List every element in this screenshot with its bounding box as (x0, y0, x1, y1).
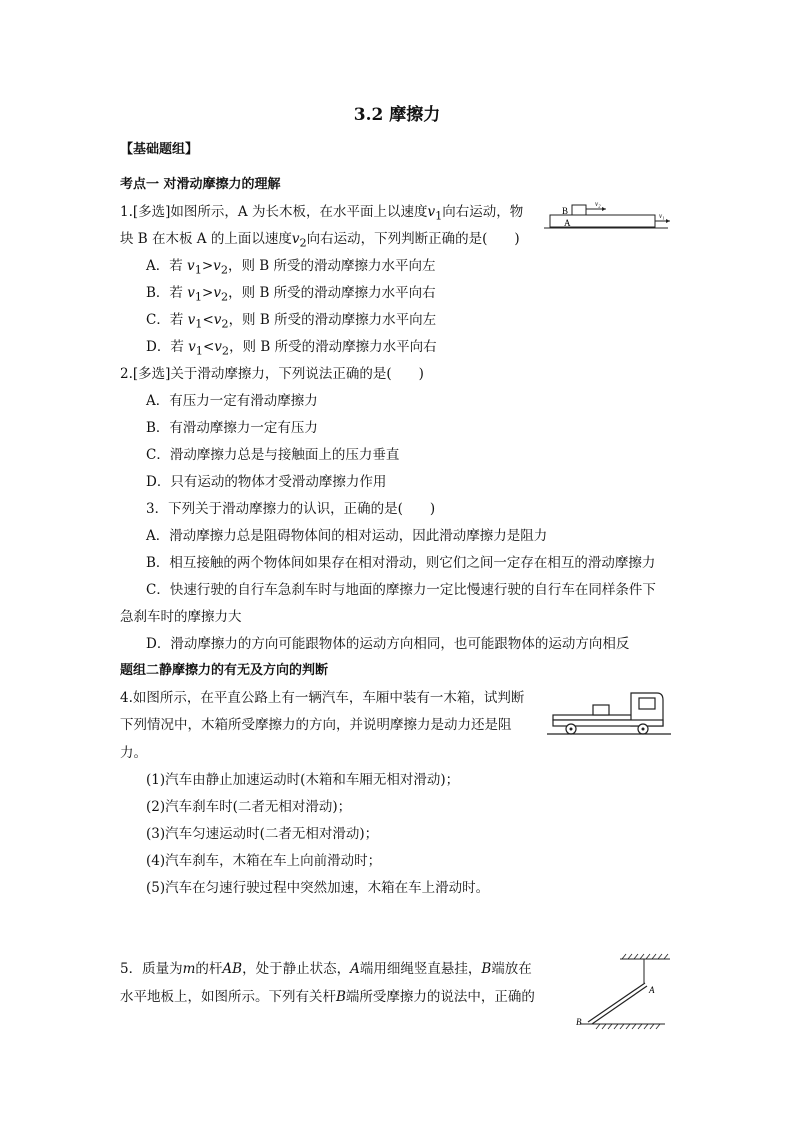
q2-option-d: D．只有运动的物体才受滑动摩擦力作用 (146, 474, 387, 490)
q4-item-1: (1)汽车由静止加速运动时(木箱和车厢无相对滑动)； (146, 772, 460, 788)
rod-label-b: B (576, 1017, 582, 1027)
label-b: B (562, 206, 569, 216)
label-v1: v₁ (659, 212, 665, 220)
q4-item-4: (4)汽车刹车，木箱在车上向前滑动时； (146, 853, 382, 869)
rod-upper-edge (588, 983, 645, 1022)
q1-option-d: D．若 $v_1<v_2$，则 B 所受的滑动摩擦力水平向右 (146, 339, 437, 358)
q1-option-b: B．若 $v_1>v_2$，则 B 所受的滑动摩擦力水平向右 (146, 285, 436, 304)
q3-option-c-line1: C．快速行驶的自行车急刹车时与地面的摩擦力一定比慢速行驶的自行车在同样条件下 (146, 582, 656, 598)
v1-arrowhead (666, 219, 670, 223)
cab-window (639, 698, 655, 709)
q4-item-3: (3)汽车匀速运动时(二者无相对滑动)； (146, 826, 379, 842)
rear-hub (570, 728, 573, 731)
q5-rod-figure (565, 950, 675, 1032)
q4-item-5: (5)汽车在匀速行驶过程中突然加速，木箱在车上滑动时。 (146, 880, 490, 896)
q4-truck-figure (545, 688, 675, 744)
page-title: 3.2 摩擦力 (353, 105, 441, 125)
q3-option-d: D．滑动摩擦力的方向可能跟物体的运动方向相同，也可能跟物体的运动方向相反 (146, 636, 630, 652)
q2-option-c: C．滑动摩擦力总是与接触面上的压力垂直 (146, 447, 400, 463)
block-b (572, 205, 586, 215)
q3-stem: 3．下列关于滑动摩擦力的认识，正确的是( ) (146, 501, 436, 517)
q3-option-c-line2: 急刹车时的摩擦力大 (120, 609, 242, 625)
q2-option-b: B．有滑动摩擦力一定有压力 (146, 420, 318, 436)
q4-item-2: (2)汽车刹车时(二者无相对滑动)； (146, 799, 352, 815)
q4-line3: 力。 (120, 745, 147, 761)
q4-line2: 下列情况中，木箱所受摩擦力的方向，并说明摩擦力是动力还是阻 (120, 717, 512, 733)
v2-arrowhead (602, 207, 606, 211)
kp1-heading: 考点一 对滑动摩擦力的理解 (120, 177, 281, 192)
wooden-box (593, 705, 609, 715)
q2-option-a: A．有压力一定有滑动摩擦力 (146, 393, 318, 409)
truck-bed (553, 715, 643, 720)
label-a: A (564, 218, 571, 228)
ceiling-hatching (622, 954, 668, 959)
q1-option-a: A．若 $v_1>v_2$，则 B 所受的滑动摩擦力水平向左 (146, 258, 436, 277)
front-hub (642, 728, 645, 731)
q1-option-c: C．若 $v_1<v_2$，则 B 所受的滑动摩擦力水平向左 (146, 312, 437, 331)
q3-option-a: A．滑动摩擦力总是阻碍物体间的相对运动，因此滑动摩擦力是阻力 (146, 528, 548, 544)
q1-line2: 块 B 在木板 A 的上面以速度$v_2$向右运动，下列判断正确的是( ) (120, 231, 520, 250)
q2-stem: 2.[多选]关于滑动摩擦力，下列说法正确的是( ) (120, 366, 424, 382)
q3-option-b: B．相互接触的两个物体间如果存在相对滑动，则它们之间一定存在相互的滑动摩擦力 (146, 555, 656, 571)
q5-line1: 5．质量为m的杆AB，处于静止状态，A端用细绳竖直悬挂，B端放在 (120, 961, 532, 977)
label-v2: v₂ (595, 200, 601, 208)
q5-line2: 水平地板上，如图所示。下列有关杆B端所受摩擦力的说法中，正确的 (120, 989, 535, 1005)
rod-lower-edge (592, 986, 647, 1024)
q1-board-figure (540, 196, 675, 238)
rod-label-a: A (649, 985, 655, 995)
q1-line1: 1.[多选]如图所示，A 为长木板，在水平面上以速度$v_1$向右运动，物 (120, 204, 524, 223)
q4-line1: 4.如图所示，在平直公路上有一辆汽车，车厢中装有一木箱，试判断 (120, 690, 525, 706)
floor-hatching (596, 1024, 660, 1029)
group2-heading: 题组二静摩擦力的有无及方向的判断 (120, 663, 329, 678)
group-basic-heading: 【基础题组】 (120, 142, 199, 157)
